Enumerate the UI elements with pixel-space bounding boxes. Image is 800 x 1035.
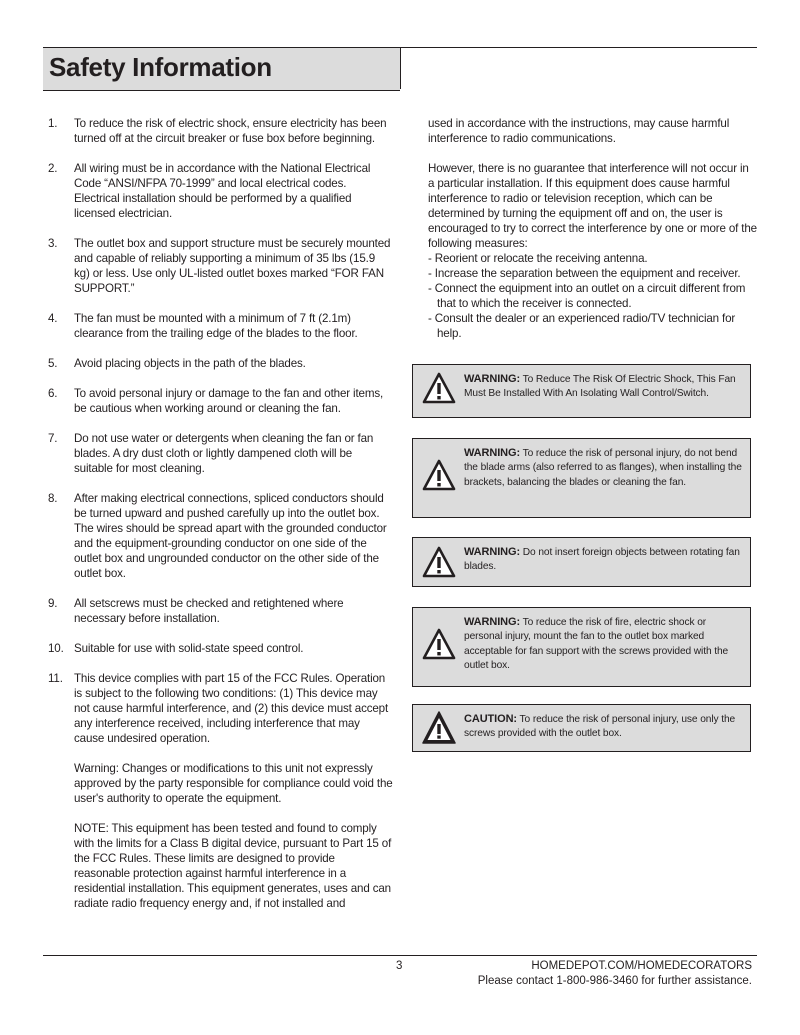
- list-item: [48, 596, 393, 626]
- item-number: 8.: [48, 492, 58, 505]
- list-item: [48, 161, 393, 221]
- continued-text: used in accordance with the instructions, may cause harmful interference to radio communications.: [428, 117, 730, 145]
- fcc-note-text: NOTE: This equipment has been tested and found to comply with the limits for a Class B digital device, pursuant to Part 15 of the FCC Rules. These limits are designed to provide reasonable protection against harmful interference in a residential installation. This equipment generates, uses and can radiate radio frequency energy and, if not installed and: [74, 822, 392, 910]
- warning-text: WARNING: To reduce the risk of fire, electric shock or personal injury, mount the fan to the outlet box marked acceptable for fan support with the screws provided with the outlet box.: [464, 616, 729, 671]
- item-number: 6.: [48, 387, 58, 400]
- list-item: [48, 116, 393, 146]
- measures-list: [428, 251, 758, 341]
- list-item: [48, 311, 393, 341]
- caution-triangle-icon: [422, 711, 456, 745]
- footer-website: HOMEDEPOT.COM/HOMEDECORATORS: [531, 960, 752, 972]
- measure-item: - Reorient or relocate the receiving antenna.: [428, 252, 648, 265]
- item-number: 9.: [48, 597, 58, 610]
- item-text: All wiring must be in accordance with the National Electrical Code “ANSI/NFPA 70-1999” and local electrical codes. Electrical installation should be performed by a qualified licensed electrician.: [74, 162, 371, 220]
- warning-text: WARNING: To reduce the risk of personal injury, do not bend the blade arms (also referred to as flanges), when installing the brackets, balancing the blades or cleaning the fan.: [464, 447, 742, 488]
- header-divider: [400, 47, 401, 89]
- measure-item: - Connect the equipment into an outlet on a circuit different from that to which the receiver is connected.: [428, 282, 746, 310]
- item-number: 10.: [48, 642, 64, 655]
- item-text: Avoid placing objects in the path of the blades.: [74, 357, 306, 370]
- warning-text: WARNING: To Reduce The Risk Of Electric Shock, This Fan Must Be Installed With An Isolating Wall Control/Switch.: [464, 373, 736, 400]
- list-item: [48, 641, 393, 656]
- item-text: The fan must be mounted with a minimum of 7 ft (2.1m) clearance from the trailing edge of the blades to the floor.: [74, 312, 358, 340]
- warning-triangle-icon: [422, 628, 456, 660]
- measure-item: - Consult the dealer or an experienced radio/TV technician for help.: [428, 312, 736, 340]
- fcc-continued: [428, 116, 758, 341]
- item-number: 7.: [48, 432, 58, 445]
- measure-item: - Increase the separation between the equipment and receiver.: [428, 267, 741, 280]
- list-item: [48, 386, 393, 416]
- warning-box: [412, 607, 751, 687]
- item-text: After making electrical connections, spliced conductors should be turned upward and pushed carefully up into the outlet box. The wires should be spread apart with the grounded conductor and the equipment-grounding conductor on one side of the outlet box and ungrounded conductor on the other side of the outlet box.: [74, 492, 387, 580]
- item-text: This device complies with part 15 of the FCC Rules. Operation is subject to the following two conditions: (1) This device may not cause harmful interference, and (2) this device must accept any interference received, including interference that may cause undesired operation.: [74, 672, 389, 745]
- safety-list: [48, 116, 393, 926]
- header-rule: [400, 47, 757, 48]
- list-item: [48, 236, 393, 296]
- item-number: 2.: [48, 162, 58, 175]
- warning-triangle-icon: [422, 546, 456, 578]
- caution-box: [412, 704, 751, 752]
- item-number: 3.: [48, 237, 58, 250]
- item-text: To avoid personal injury or damage to the fan and other items, be cautious when working around or cleaning the fan.: [74, 387, 384, 415]
- list-item: [48, 431, 393, 476]
- fcc-warning-text: Warning: Changes or modifications to this unit not expressly approved by the party responsible for compliance could void the user's authority to operate the equipment.: [74, 762, 393, 805]
- item-number: 11.: [48, 672, 63, 685]
- warning-text: WARNING: Do not insert foreign objects between rotating fan blades.: [464, 546, 740, 573]
- item-text: Do not use water or detergents when cleaning the fan or fan blades. A dry dust cloth or lightly dampened cloth will be suitable for most cleaning.: [74, 432, 374, 475]
- warning-box: [412, 438, 751, 518]
- list-item: [48, 356, 393, 371]
- page-number: 3: [396, 960, 403, 972]
- footer-contact: Please contact 1-800-986-3460 for further assistance.: [477, 975, 752, 987]
- item-text: Suitable for use with solid-state speed control.: [74, 642, 304, 655]
- warning-triangle-icon: [422, 372, 456, 404]
- warning-triangle-icon: [422, 459, 456, 491]
- list-item: [48, 491, 393, 581]
- item-number: 4.: [48, 312, 58, 325]
- item-number: 5.: [48, 357, 58, 370]
- item-text: The outlet box and support structure must be securely mounted and capable of reliably supporting a minimum of 35 lbs (15.9 kg) or less. Use only UL-listed outlet boxes marked “FOR FAN SUPPORT.”: [74, 237, 391, 295]
- interference-text: However, there is no guarantee that interference will not occur in a particular installation. If this equipment does cause harmful interference to radio or television reception, which can be determined by turning the equipment off and on, the user is encouraged to try to correct the interference by one or more of the following measures:: [428, 162, 757, 250]
- item-number: 1.: [48, 117, 58, 130]
- caution-text: CAUTION: To reduce the risk of personal injury, use only the screws provided with the outlet box.: [464, 713, 736, 740]
- warning-box: [412, 537, 751, 587]
- item-text: All setscrews must be checked and retightened where necessary before installation.: [74, 597, 344, 625]
- page-title: Safety Information: [49, 52, 272, 82]
- warning-box: [412, 364, 751, 418]
- item-text: To reduce the risk of electric shock, ensure electricity has been turned off at the circuit breaker or fuse box before beginning.: [74, 117, 387, 145]
- footer-rule: [43, 955, 757, 956]
- list-item: [48, 671, 393, 911]
